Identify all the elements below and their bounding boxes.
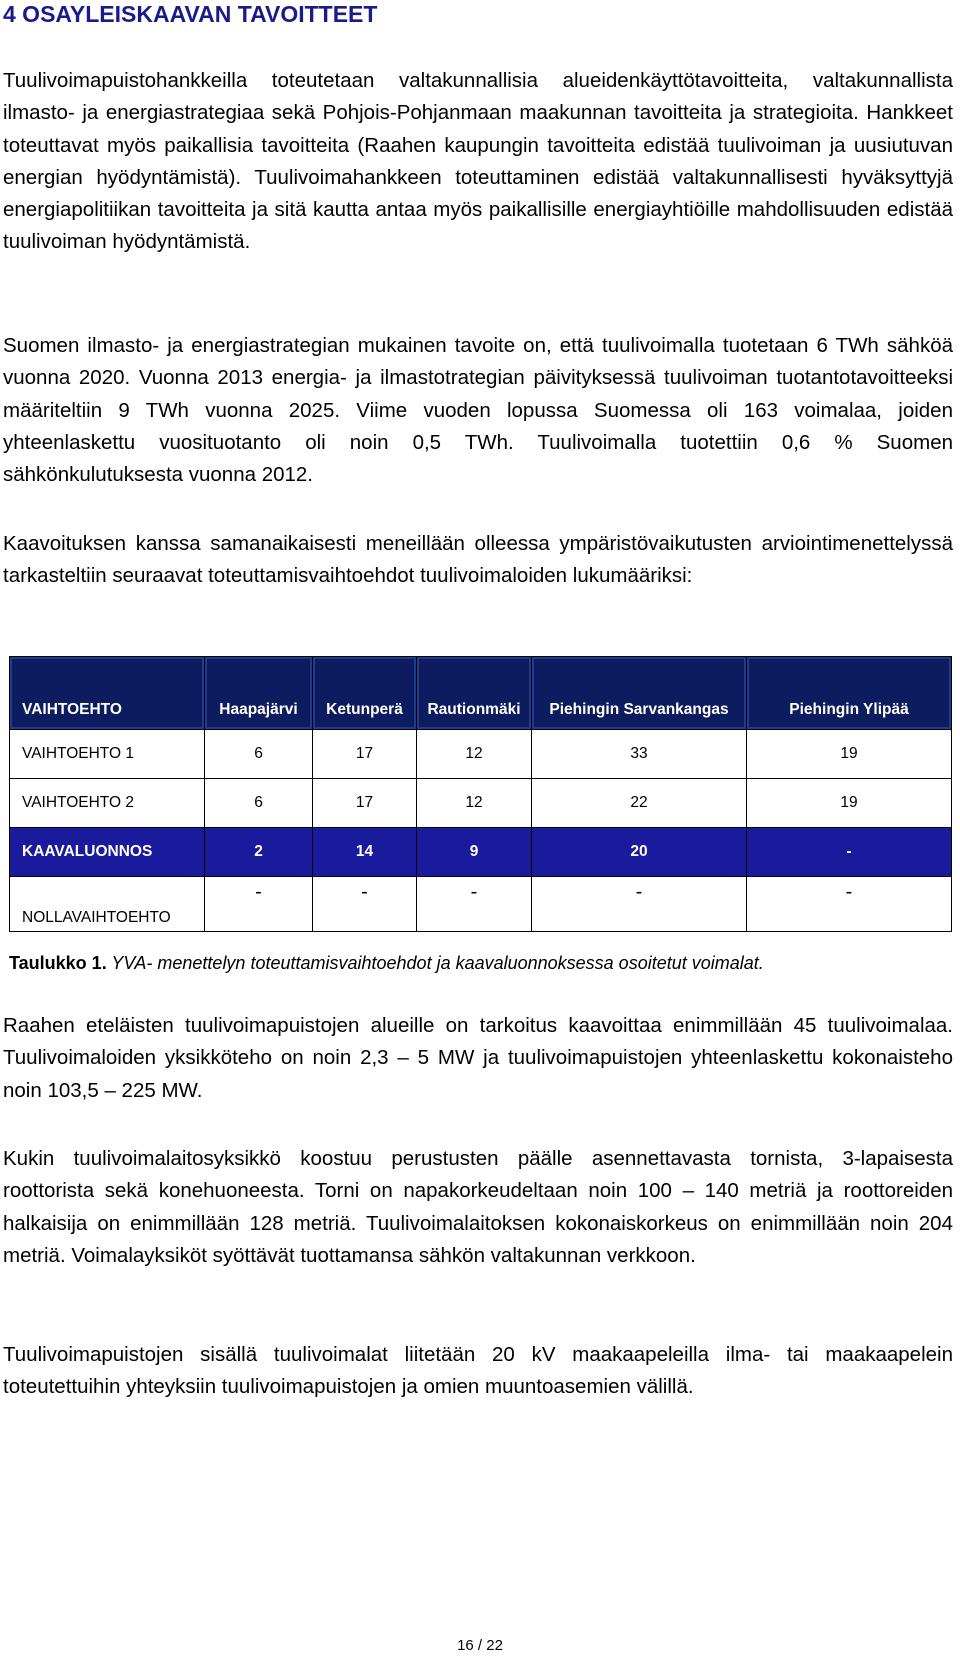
section-heading: 4 OSAYLEISKAAVAN TAVOITTEET bbox=[3, 1, 378, 27]
table-header-cell: VAIHTOEHTO bbox=[10, 657, 205, 730]
table-row bbox=[10, 877, 952, 932]
table-cell: 9 bbox=[417, 828, 532, 877]
table-cell: 33 bbox=[532, 730, 747, 779]
table-cell: - bbox=[205, 877, 313, 932]
table-cell: 2 bbox=[205, 828, 313, 877]
table-cell: 12 bbox=[417, 730, 532, 779]
caption-label: Taulukko 1. bbox=[9, 953, 107, 973]
caption-text: YVA- menettelyn toteuttamisvaihtoehdot ja kaavaluonnoksessa osoitetut voimalat. bbox=[106, 953, 764, 973]
table-cell: 19 bbox=[747, 779, 952, 828]
page-number: 16 / 22 bbox=[457, 1637, 503, 1654]
table-row bbox=[10, 779, 952, 828]
table-cell: 6 bbox=[205, 730, 313, 779]
table-row-highlighted bbox=[10, 828, 952, 877]
paragraph-capacity: Raahen eteläisten tuulivoimapuistojen alueille on tarkoitus kaavoittaa enimmillään 45 tuulivoimalaa. Tuulivoimaloiden yksikköteho on noin 2,3 – 5 MW ja tuulivoimapuistojen yhteenlaskettu kokonaisteho noin 103,5 – 225 MW. bbox=[3, 1014, 953, 1102]
table-cell: 12 bbox=[417, 779, 532, 828]
table-header-cell: Rautionmäki bbox=[417, 657, 532, 730]
table-cell: - bbox=[313, 877, 417, 932]
table-cell: - bbox=[532, 877, 747, 932]
table-caption bbox=[9, 951, 764, 975]
paragraph-alternatives-intro: Kaavoituksen kanssa samanaikaisesti meneillään olleessa ympäristövaikutusten arviointimenettelyssä tarkasteltiin seuraavat toteuttamisvaihtoehdot tuulivoimaloiden lukumääriksi: bbox=[3, 532, 953, 588]
table-header-cell: Piehingin Sarvankangas bbox=[532, 657, 747, 730]
alternatives-table bbox=[9, 656, 952, 932]
table-cell: 6 bbox=[205, 779, 313, 828]
table-header-cell: Ketunperä bbox=[313, 657, 417, 730]
table-cell: 17 bbox=[313, 779, 417, 828]
paragraph-turbine-structure: Kukin tuulivoimalaitosyksikkö koostuu perustusten päälle asennettavasta tornista, 3-lapaisesta roottorista sekä konehuoneesta. Torni on napakorkeudeltaan noin 100 – 140 metriä ja roottoreiden halkaisija on enimmillään 128 metriä. Tuulivoimalaitoksen kokonaiskorkeus on enimmillään noin 204 metriä. Voimalayksiköt syöttävät tuottamansa sähkön valtakunnan verkkoon. bbox=[3, 1147, 953, 1267]
table-cell: NOLLAVAIHTOEHTO bbox=[10, 877, 205, 932]
table-cell: - bbox=[747, 877, 952, 932]
table-cell: 19 bbox=[747, 730, 952, 779]
table-header-row bbox=[10, 657, 952, 730]
table-cell: - bbox=[417, 877, 532, 932]
table-header-cell: Piehingin Ylipää bbox=[747, 657, 952, 730]
table-header-cell: Haapajärvi bbox=[205, 657, 313, 730]
table-cell: 17 bbox=[313, 730, 417, 779]
paragraph-goals: Tuulivoimapuistohankkeilla toteutetaan valtakunnallisia alueidenkäyttötavoitteita, valtakunnallista ilmasto- ja energiastrategiaa sekä Pohjois-Pohjanmaan maakunnan tavoitteita ja strategioita. Hankkeet toteuttavat myös paikallisia tavoitteita (Raahen kaupungin tavoitteita edistää tuulivoiman ja uusiutuvan energian hyödyntämistä). Tuulivoimahankkeen toteuttaminen edistää valtakunnallisesti hyväksyttyjä energiapolitiikan tavoitteita ja sitä kautta antaa myös paikallisille energiayhtiöille mahdollisuuden edistää tuulivoiman hyödyntämistä. bbox=[3, 69, 953, 254]
table-cell: 22 bbox=[532, 779, 747, 828]
paragraph-grid-connection: Tuulivoimapuistojen sisällä tuulivoimalat liitetään 20 kV maakaapeleilla ilma- tai maakaapelein toteutettuihin yhteyksiin tuulivoimapuistojen ja omien muuntoasemien välillä. bbox=[3, 1343, 953, 1399]
table-row bbox=[10, 730, 952, 779]
table-cell: - bbox=[747, 828, 952, 877]
table-cell: VAIHTOEHTO 1 bbox=[10, 730, 205, 779]
table-cell: 14 bbox=[313, 828, 417, 877]
table-cell: VAIHTOEHTO 2 bbox=[10, 779, 205, 828]
table-cell: 20 bbox=[532, 828, 747, 877]
table-cell: KAAVALUONNOS bbox=[10, 828, 205, 877]
paragraph-strategy: Suomen ilmasto- ja energiastrategian mukainen tavoite on, että tuulivoimalla tuotetaan 6 TWh sähköä vuonna 2020. Vuonna 2013 energia- ja ilmastotrategian päivityksessä tuulivoiman tuotantotavoitteeksi määriteltiin 9 TWh vuonna 2025. Viime vuoden lopussa Suomessa oli 163 voimalaa, joiden yhteenlaskettu vuosituotanto oli noin 0,5 TWh. Tuulivoimalla tuotettiin 0,6 % Suomen sähkönkulutuksesta vuonna 2012. bbox=[3, 334, 953, 487]
